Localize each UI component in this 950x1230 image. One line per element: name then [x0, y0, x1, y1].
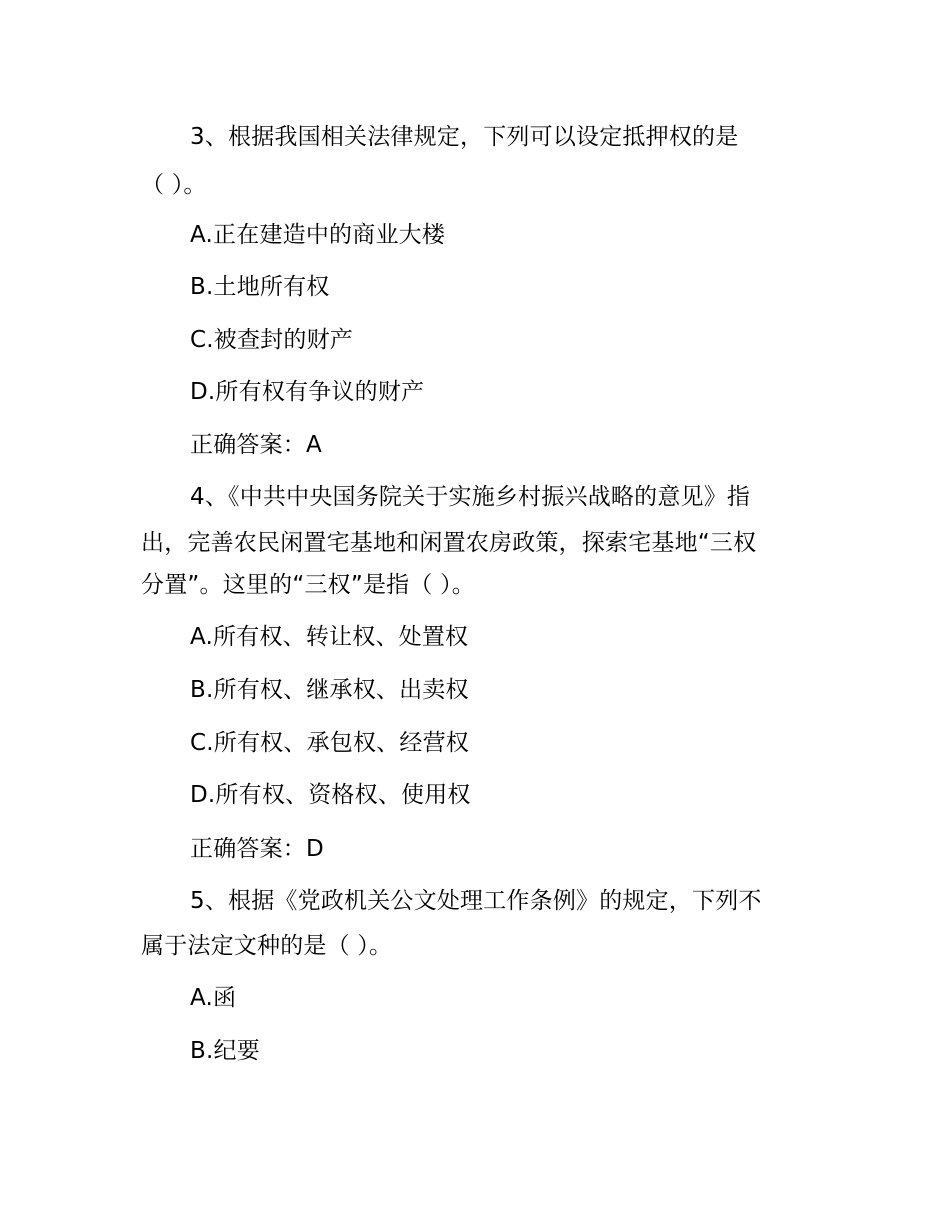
question-4-answer: 正确答案：D [190, 836, 324, 862]
question-3-option-d: D.所有权有争议的财产 [190, 379, 425, 405]
question-3-answer: 正确答案：A [190, 432, 322, 458]
question-3-option-c: C.被查封的财产 [190, 327, 353, 353]
question-3-option-a: A.正在建造中的商业大楼 [190, 222, 446, 248]
question-5-stem-line-2: 属于法定文种的是（ ）。 [141, 933, 393, 959]
question-5-stem-line-1: 5、根据《党政机关公文处理工作条例》的规定，下列不 [190, 888, 762, 914]
question-3-option-b: B.土地所有权 [190, 274, 330, 300]
question-4-stem-line-1: 4、《中共中央国务院关于实施乡村振兴战略的意见》指 [190, 484, 751, 510]
question-4-option-c: C.所有权、承包权、经营权 [190, 730, 469, 756]
question-4-stem-line-2: 出，完善农民闲置宅基地和闲置农房政策，探索宅基地“三权 [141, 530, 757, 556]
question-3-stem-line-1: 3、根据我国相关法律规定，下列可以设定抵押权的是 [190, 124, 739, 150]
question-4-option-d: D.所有权、资格权、使用权 [190, 782, 471, 808]
question-5-option-b: B.纪要 [190, 1038, 260, 1064]
question-4-option-a: A.所有权、转让权、处置权 [190, 624, 469, 650]
question-5-option-a: A.函 [190, 985, 237, 1011]
question-3-stem-line-2: （ ）。 [141, 172, 207, 198]
question-4-stem-line-3: 分置”。这里的“三权”是指（ ）。 [141, 572, 475, 598]
question-4-option-b: B.所有权、继承权、出卖权 [190, 677, 469, 703]
